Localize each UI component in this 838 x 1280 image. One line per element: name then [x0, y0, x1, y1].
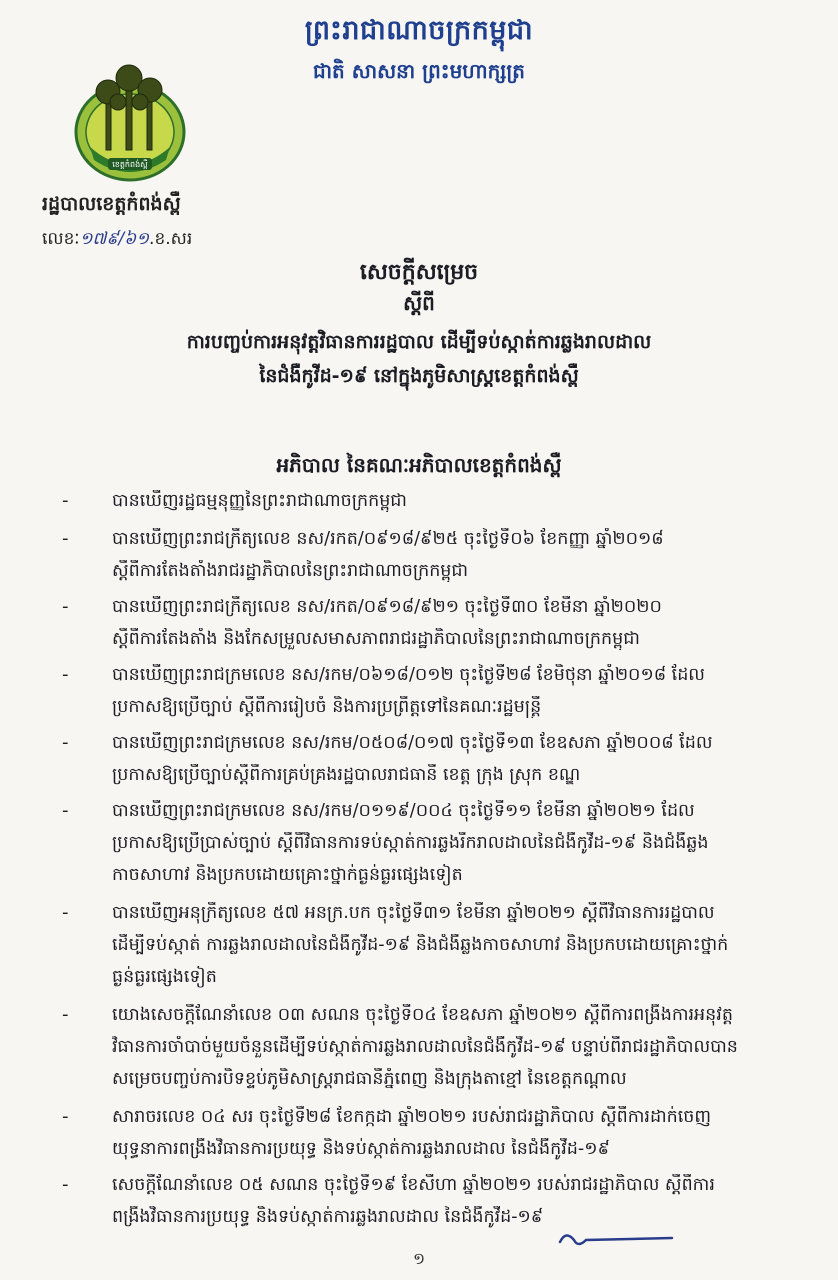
clause-line: កាចសាហាវ និងប្រកបដោយគ្រោះថ្នាក់ធ្ងន់ធ្ងរផ្សេងទៀត	[112, 865, 463, 885]
clause-dash: -	[62, 732, 69, 753]
subject-line-1: ការបញ្ចប់ការអនុវត្តវិធានការរដ្ឋបាល ដើម្បីទប់ស្កាត់ការឆ្លងរាលដាល	[186, 331, 652, 353]
clause-line: សារាចរលេខ ០៤ សរ ចុះថ្ងៃទី២៨ ខែកក្កដា ឆ្នាំ២០២១ របស់រាជរដ្ឋាភិបាល ស្តីពីការដាក់ចេញ	[112, 1107, 712, 1127]
clause-line: បានឃើញព្រះរាជក្រឹត្យលេខ នស/រកត/០៩១៨/៩២១ ចុះថ្ងៃទី៣០ ខែមីនា ឆ្នាំ២០២០	[112, 597, 662, 617]
subject-label: ស្តីពី	[403, 291, 435, 315]
issuing-organization: រដ្ឋបាលខេត្តកំពង់ស្ពឺ	[42, 193, 181, 215]
clause-dash: -	[62, 596, 69, 617]
clause-line: ដើម្បីទប់ស្កាត់ ការឆ្លងរាលដាលនៃជំងឺកូវីដ-១៩ និងជំងឺឆ្លងកាចសាហាវ និងប្រកបដោយគ្រោះថ្នាក់	[112, 935, 729, 955]
ref-suffix: .ខ.សរ	[149, 229, 193, 249]
clause-line: ប្រកាសឱ្យប្រើច្បាប់ ស្តីពីការរៀបចំ និងការប្រព្រឹត្តទៅនៃគណៈរដ្ឋមន្ត្រី	[112, 697, 542, 717]
seal-text: ខេត្តកំពង់ស្ពឺ	[112, 160, 148, 169]
clause-dash: -	[62, 490, 69, 511]
clause-dash: -	[62, 528, 69, 549]
clause-line: ធ្ងន់ធ្ងរផ្សេងទៀត	[112, 967, 217, 987]
provincial-seal-emblem	[70, 62, 190, 184]
clause-line: វិធានការចាំបាច់មួយចំនួនដើម្បីទប់ស្កាត់ការឆ្លងរាលដាលនៃជំងឺកូវីដ-១៩ បន្ទាប់ពីរាជរដ្ឋាភិបាលបាន	[112, 1037, 738, 1057]
clause-line: បានឃើញរដ្ឋធម្មនុញ្ញនៃព្រះរាជាណាចក្រកម្ពុជា	[112, 491, 407, 511]
clause-dash: -	[62, 664, 69, 685]
clause-line: សម្រេចបញ្ចប់ការបិទខ្ទប់ភូមិសាស្ត្ររាជធានីភ្នំពេញ និងក្រុងតាខ្មៅ នៃខេត្តកណ្តាល	[112, 1069, 627, 1089]
clause-line: ប្រកាសឱ្យប្រើប្រាស់ច្បាប់ ស្តីពីវិធានការទប់ស្កាត់ការឆ្លងរីករាលដាលនៃជំងឺកូវីដ-១៩ និងជំងឺឆ្លង	[112, 833, 709, 853]
clause-line: ពង្រឹងវិធានការប្រយុទ្ធ និងទប់ស្កាត់ការឆ្លងរាលដាល នៃជំងឺកូវីដ-១៩	[112, 1207, 544, 1227]
clause-line: បានឃើញព្រះរាជក្រមលេខ នស/រកម/០៦១៨/០១២ ចុះថ្ងៃទី២៨ ខែមិថុនា ឆ្នាំ២០១៨ ដែល	[112, 665, 705, 685]
clause-dash: -	[62, 902, 69, 923]
clause-line: បានឃើញព្រះរាជក្រមលេខ នស/រកម/០៥០៨/០១៧ ចុះថ្ងៃទី១៣ ខែឧសភា ឆ្នាំ២០០៨ ដែល	[112, 733, 713, 753]
national-motto: ជាតិ សាសនា ព្រះមហាក្សត្រ	[313, 59, 525, 83]
ref-prefix: លេខៈ	[42, 229, 80, 249]
clause-dash: -	[62, 1004, 69, 1025]
clause-line: ស្តីពីការតែងតាំង និងកែសម្រួលសមាសភាពរាជរដ្ឋាភិបាលនៃព្រះរាជាណាចក្រកម្ពុជា	[112, 629, 640, 649]
clause-line: យោងសេចក្តីណែនាំលេខ ០៣ សណន ចុះថ្ងៃទី០៤ ខែឧសភា ឆ្នាំ២០២១ ស្តីពីការពង្រឹងការអនុវត្ត	[112, 1005, 733, 1025]
page-number: ១	[412, 1249, 426, 1268]
clause-line: បានឃើញព្រះរាជក្រឹត្យលេខ នស/រកត/០៩១៨/៩២៥ ចុះថ្ងៃទី០៦ ខែកញ្ញា ឆ្នាំ២០១៨	[112, 529, 664, 549]
clause-line: បានឃើញអនុក្រឹត្យលេខ ៥៧ អនក្រ.បក ចុះថ្ងៃទី៣១ ខែមីនា ឆ្នាំ២០២១ ស្តីពីវិធានការរដ្ឋបាល	[112, 903, 715, 923]
clause-line: ស្តីពីការតែងតាំងរាជរដ្ឋាភិបាលនៃព្រះរាជាណាចក្រកម្ពុជា	[112, 561, 469, 581]
subject-line-2: នៃជំងឺកូវីដ-១៩ នៅក្នុងភូមិសាស្ត្រខេត្តកំពង់ស្ពឺ	[259, 365, 579, 387]
clause-line: សេចក្តីណែនាំលេខ ០៥ សណន ចុះថ្ងៃទី១៩ ខែសីហា ឆ្នាំ២០២១ របស់រាជរដ្ឋាភិបាល ស្តីពីការ	[112, 1175, 715, 1195]
clause-line: យុទ្ធនាការពង្រឹងវិធានការប្រយុទ្ធ និងទប់ស្កាត់ការឆ្លងរាលដាល នៃជំងឺកូវីដ-១៩	[112, 1139, 610, 1159]
ref-number-handwritten: ១៧៩/៦១	[79, 229, 150, 249]
clause-dash: -	[62, 800, 69, 821]
clause-dash: -	[62, 1174, 69, 1195]
kingdom-heading: ព្រះរាជាណាចក្រកម្ពុជា	[304, 15, 534, 46]
clause-line: ប្រកាសឱ្យប្រើច្បាប់ស្តីពីការគ្រប់គ្រងរដ្ឋបាលរាជធានី ខេត្ត ក្រុង ស្រុក ខណ្ឌ	[112, 765, 581, 785]
clause-line: បានឃើញព្រះរាជក្រមលេខ នស/រកម/០១១៩/០០៤ ចុះថ្ងៃទី១១ ខែមីនា ឆ្នាំ២០២១ ដែល	[112, 801, 695, 821]
decision-title: សេចក្តីសម្រេច	[359, 260, 479, 285]
authority-heading: អភិបាល នៃគណៈអភិបាលខេត្តកំពង់ស្ពឺ	[276, 453, 562, 477]
reference-number	[42, 228, 192, 253]
clause-dash: -	[62, 1106, 69, 1127]
